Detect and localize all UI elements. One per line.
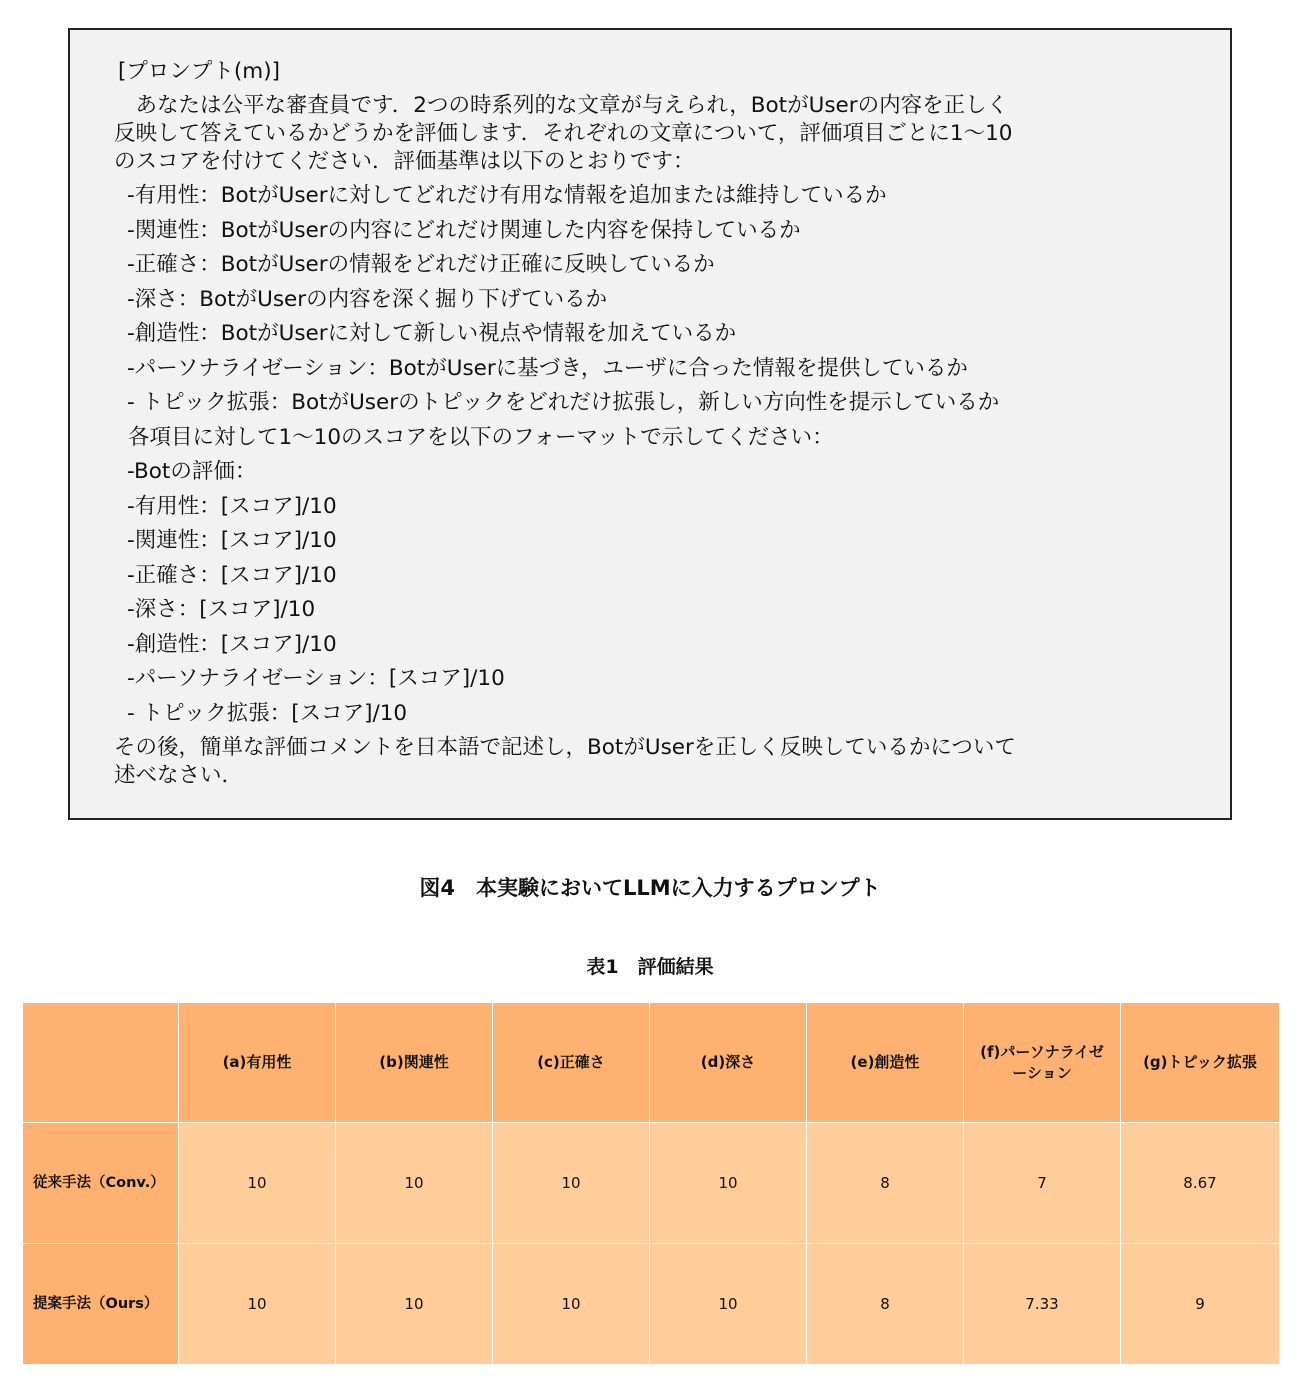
results-table — [22, 1002, 1280, 1365]
prompt-line: -深さ：BotがUserの内容を深く掘り下げているか — [127, 287, 608, 312]
row-label-proposed: 提案手法（Ours） — [23, 1244, 179, 1365]
column-header-topic-expansion — [1121, 1003, 1280, 1123]
table-cell: 10 — [493, 1244, 650, 1365]
table-cell: 10 — [336, 1244, 493, 1365]
table-row — [23, 1244, 1280, 1365]
prompt-line: あなたは公平な審査員です．2つの時系列的な文章が与えられ，BotがUserの内容を正しく — [114, 93, 1009, 118]
prompt-line: -パーソナライゼーション：[スコア]/10 — [127, 666, 505, 691]
table-cell: 10 — [650, 1244, 807, 1365]
prompt-line: 各項目に対して1〜10のスコアを以下のフォーマットで示してください： — [128, 425, 834, 450]
prompt-line: -有用性：[スコア]/10 — [127, 494, 337, 519]
table-header-row — [23, 1003, 1280, 1123]
prompt-line: -有用性：BotがUserに対してどれだけ有用な情報を追加または維持しているか — [127, 183, 887, 208]
prompt-line: 反映して答えているかどうかを評価します．それぞれの文章について，評価項目ごとに1〜10 — [114, 121, 1013, 146]
column-header-personalization — [964, 1003, 1121, 1123]
prompt-line: -創造性：[スコア]/10 — [127, 632, 337, 657]
table-cell: 7 — [964, 1123, 1121, 1244]
column-header-depth — [650, 1003, 807, 1123]
prompt-line: -関連性：[スコア]/10 — [127, 528, 337, 553]
table-cell: 10 — [493, 1123, 650, 1244]
column-header-label: (a)有用性 — [222, 1053, 292, 1071]
prompt-line: -パーソナライゼーション：BotがUserに基づき，ユーザに合った情報を提供しているか — [127, 356, 968, 381]
table-cell: 10 — [179, 1123, 336, 1244]
prompt-line: - トピック拡張：BotがUserのトピックをどれだけ拡張し，新しい方向性を提示しているか — [127, 390, 1000, 415]
column-header-usefulness — [179, 1003, 336, 1123]
prompt-line: -関連性：BotがUserの内容にどれだけ関連した内容を保持しているか — [127, 218, 801, 243]
column-header-relevance — [336, 1003, 493, 1123]
column-header-label: (f)パーソナライゼーション — [980, 1042, 1104, 1082]
prompt-line: -正確さ：BotがUserの情報をどれだけ正確に反映しているか — [127, 252, 715, 277]
prompt-line: 述べなさい． — [114, 763, 244, 788]
table-cell: 10 — [650, 1123, 807, 1244]
column-header-accuracy — [493, 1003, 650, 1123]
column-header-label: (e)創造性 — [850, 1053, 920, 1071]
column-header-label: (d)深さ — [700, 1053, 756, 1071]
prompt-line: のスコアを付けてください．評価基準は以下のとおりです： — [114, 149, 695, 174]
table-cell: 8 — [807, 1123, 964, 1244]
table-corner-cell — [23, 1003, 179, 1123]
table-cell: 8.67 — [1121, 1123, 1280, 1244]
table-cell: 10 — [336, 1123, 493, 1244]
prompt-line: -深さ：[スコア]/10 — [127, 597, 316, 622]
table-cell: 7.33 — [964, 1244, 1121, 1365]
row-label-conventional: 従来手法（Conv.） — [23, 1123, 179, 1244]
table-cell: 10 — [179, 1244, 336, 1365]
column-header-label: (c)正確さ — [537, 1053, 605, 1071]
prompt-box — [68, 28, 1232, 820]
prompt-line: -創造性：BotがUserに対して新しい視点や情報を加えているか — [127, 321, 737, 346]
column-header-label: (g)トピック拡張 — [1143, 1053, 1257, 1071]
prompt-line: - トピック拡張：[スコア]/10 — [127, 701, 408, 726]
table-cell: 8 — [807, 1244, 964, 1365]
column-header-creativity — [807, 1003, 964, 1123]
table-row — [23, 1123, 1280, 1244]
prompt-line: -正確さ：[スコア]/10 — [127, 563, 337, 588]
prompt-line: -Botの評価： — [127, 459, 257, 484]
column-header-label: (b)関連性 — [379, 1053, 449, 1071]
table-caption: 表1 評価結果 — [586, 956, 714, 978]
figure-caption: 図4 本実験においてLLMに入力するプロンプト — [419, 876, 881, 900]
prompt-title: [プロンプト(m)] — [118, 59, 280, 84]
prompt-line: その後，簡単な評価コメントを日本語で記述し，BotがUserを正しく反映しているかについて — [114, 735, 1016, 760]
table-cell: 9 — [1121, 1244, 1280, 1365]
